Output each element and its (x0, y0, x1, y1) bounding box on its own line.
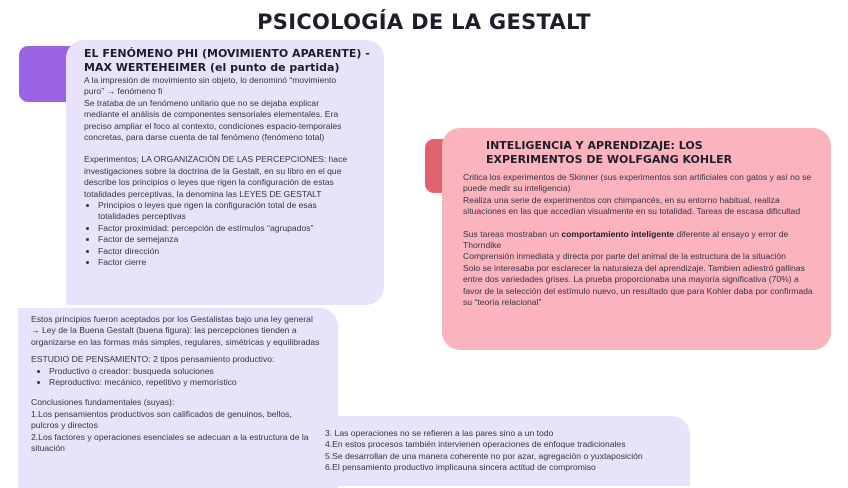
phi-paragraph: A la impresión de movimiento sin objeto, lo denominó “movimiento puro” → fenómeno fi (84, 75, 337, 97)
phi-section-body (84, 75, 352, 269)
conclusions-continued (325, 428, 685, 474)
phi-paragraph: Experimentos; LA ORGANIZACIÓN DE LAS PERCEPCIONES: hace investigaciones sobre la doctrina de la Gestalt, en su libro en el que describe los principios o leyes que rigen la configuración de estas totalidades perceptivas, la denomina las LEYES DE GESTALT (84, 154, 348, 199)
gestalt-paragraph: Estos principios fueron aceptados por los Gestalistas bajo una ley general → Ley de la Buena Gestalt (buena figura): las percepciones tienden a organizarse en las formas más simples, regulares, simétricas y equilibradas (31, 314, 320, 347)
list-item: • Principios o leyes que rigen la configuración total de esas totalidades perceptivas (98, 200, 352, 223)
conclusion-item: 1.Los pensamientos productivos son calificados de genuinos, bellos, pulcros y directos (31, 408, 292, 431)
phi-section-heading: EL FENÓMENO PHI (MOVIMIENTO APARENTE) - MAX WERTEHEIMER (el punto de partida) (84, 47, 370, 74)
list-item: • Factor cierre (98, 257, 352, 268)
conclusion-item: 4.En estos procesos también intervienen operaciones de enfoque tradicionales (325, 439, 626, 450)
phi-paragraph: Se trataba de un fenómeno unitario que no se dejaba explicar mediante el análisis de componentes sensoriales elementales. Era preciso ampliar el foco al contexto, condiciones espacio-temporales concretas, para darse cuenta de tal fenómeno (fenómeno total) (84, 97, 342, 143)
conclusion-item: 6.El pensamiento productivo implicauna sincera actitud de compromiso (325, 462, 596, 473)
kohler-paragraph: Solo se interesaba por esclarecer la naturaleza del aprendizaje. Tambien adiestró gallinas entre dos variedades grises. La prueba proporcionaba una mayoría significativa (70%) a favor de la selección del estímulo nuevo, un resultado que para Kohler daba por confirmada su “teoría relacional” (463, 262, 813, 308)
kohler-text: Sus tareas mostraban un (463, 228, 562, 239)
gestalt-paragraph: Conclusiones fundamentales (suyas): (31, 397, 175, 408)
list-item: • Factor de semejanza (98, 234, 352, 245)
kohler-paragraph: Critica los experimentos de Skinner (sus experimentos son artificiales con gatos y así no se puede medir su inteligencia) (463, 172, 812, 194)
list-item: • Productivo o creador: busqueda soluciones (49, 366, 321, 377)
kohler-emphasis: comportamiento inteligente (561, 228, 675, 239)
list-item: • Factor proximidad: percepción de estímulos “agrupados” (98, 223, 352, 234)
kohler-section-body (463, 172, 813, 308)
kohler-paragraph: Comprensión inmediata y directa por parte del animal de la estructura de la situación (463, 251, 786, 262)
gestalt-paragraph: ESTUDIO DE PENSAMIENTO: 2 tipos pensamiento productivo: (31, 354, 275, 365)
kohler-section-heading: INTELIGENCIA Y APRENDIZAJE: LOS EXPERIMENTOS DE WOLFGANG KOHLER (486, 139, 733, 166)
gestalt-laws-list (84, 200, 352, 268)
kohler-paragraph: Realiza una serie de experimentos con chimpancés, en su entorno habitual, realiza situaciones en las que accedían visualmente en su totalidad. Tareas de escasa dificultad (463, 194, 801, 217)
conclusion-item: 2.Los factores y operaciones esenciales se adecuan a la estructura de la situación (31, 431, 309, 454)
thinking-types-list (31, 366, 321, 389)
kohler-paragraph (463, 229, 813, 252)
list-item: • Reproductivo: mecánico, repetitivo y memorístico (49, 377, 321, 388)
page-title: PSICOLOGÍA DE LA GESTALT (257, 10, 591, 34)
list-item: • Factor dirección (98, 246, 352, 257)
gestalt-law-body (31, 314, 321, 454)
conclusion-item: 5.Se desarrollan de una manera coherente no por azar, agregación o yuxtaposición (325, 450, 643, 461)
kohler-text: diferente al ensayo y error de Thorndike (463, 228, 789, 251)
conclusion-item: 3. Las operaciones no se refieren a las pares sino a un todo (325, 428, 554, 438)
